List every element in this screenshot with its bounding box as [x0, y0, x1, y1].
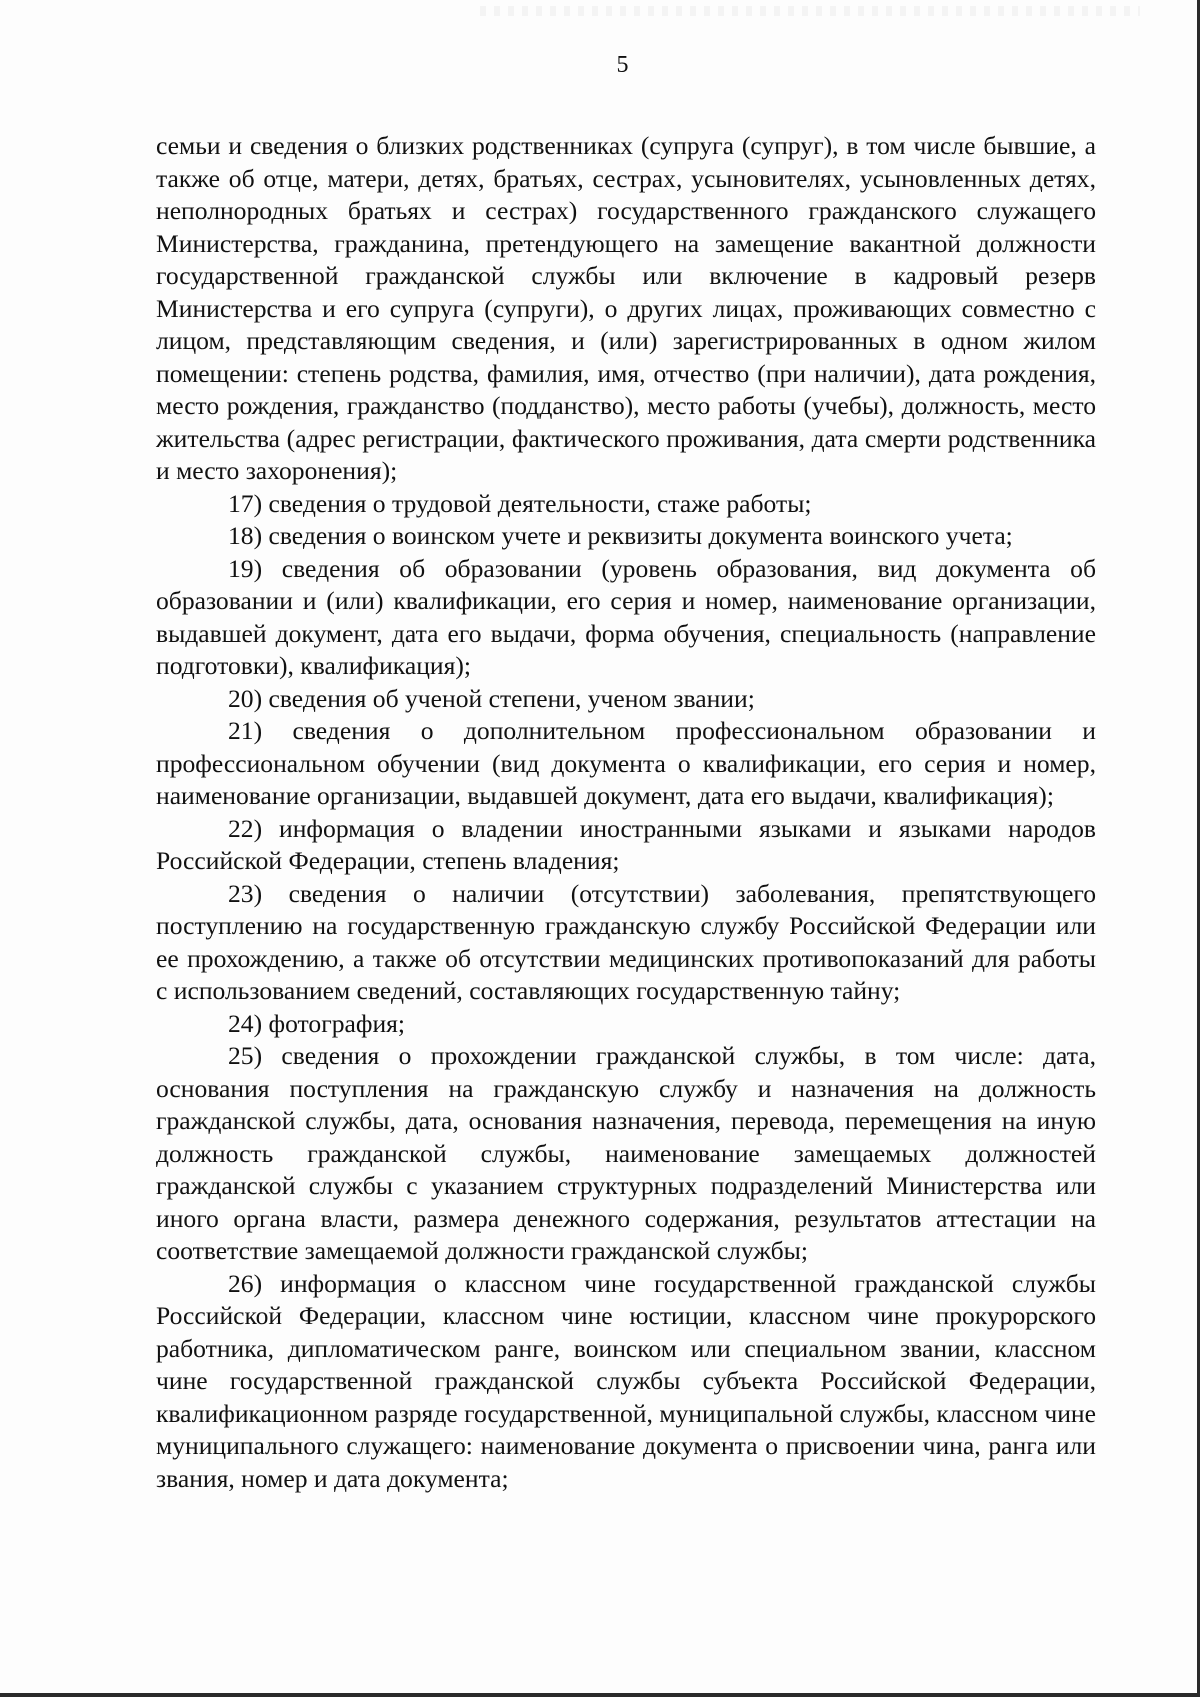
paragraph-24: 24) фотография; [228, 1008, 406, 1038]
paragraph-16-continuation: семьи и сведения о близких родственниках (супруга (супруг), в том числе бывшие, а также об отце, матери, детях, братьях, сестрах, усыновителях, усыновленных детях, неполнородных братьях и сестрах) государственного гражданского служащего Министерства, гражданина, претендующего на замещение вакантной должности государственной гражданской службы или включение в кадровый резерв Министерства и его супруга (супруги), о других лицах, проживающих совместно с лицом, представляющим сведения, и (или) зарегистрированных в одном жилом помещении: степень родства, фамилия, имя, отчество (при наличии), дата рождения, место рождения, гражданство (подданство), место работы (учебы), должность, место жительства (адрес регистрации, фактического проживания, дата смерти родственника и место захоронения); [156, 131, 1096, 485]
paragraph-25: 25) сведения о прохождении гражданской службы, в том числе: дата, основания поступления на гражданскую службу и назначения на должность гражданской службы, дата, основания назначения, перевода, перемещения на иную должность гражданской службы, наименование замещаемых должностей гражданской службы с указанием структурных подразделений Министерства или иного органа власти, размера денежного содержания, результатов аттестации на соответствие замещаемой должности гражданской службы; [156, 1041, 1096, 1265]
paragraph-26: 26) информация о классном чине государственной гражданской службы Российской Федерации, классном чине юстиции, классном чине прокурорского работника, дипломатическом ранге, воинском или специальном звании, классном чине государственной гражданской службы субъекта Российской Федерации, квалификационном разряде государственной, муниципальной службы, классном чине муниципального служащего: наименование документа о присвоении чина, ранга или звания, номер и дата документа; [156, 1268, 1096, 1493]
paragraph-17: 17) сведения о трудовой деятельности, стаже работы; [228, 488, 812, 518]
paragraph-23: 23) сведения о наличии (отсутствии) заболевания, препятствующего поступлению на государственную гражданскую службу Российской Федерации или ее прохождению, а также об отсутствии медицинских противопоказаний для работы с использованием сведений, составляющих государственную тайну; [156, 878, 1096, 1005]
paragraph-20: 20) сведения об ученой степени, ученом звании; [228, 683, 755, 713]
paragraph-19: 19) сведения об образовании (уровень образования, вид документа об образовании и (или) квалификации, его серия и номер, наименование организации, выдавшей документ, дата его выдачи, форма обучения, специальность (направление подготовки), квалификация); [156, 553, 1096, 680]
paragraph-22: 22) информация о владении иностранными языками и языками народов Российской Федерации, степень владения; [156, 813, 1096, 875]
scan-noise [480, 6, 1140, 16]
paragraph-18: 18) сведения о воинском учете и реквизиты документа воинского учета; [228, 521, 1013, 550]
document-body [156, 130, 1096, 1495]
scan-border-bottom [0, 1693, 1200, 1697]
page-number: 5 [616, 52, 629, 78]
paragraph-21: 21) сведения о дополнительном профессиональном образовании и профессиональном обучении (вид документа о квалификации, его серия и номер, наименование организации, выдавшей документ, дата его выдачи, квалификация); [156, 716, 1096, 810]
